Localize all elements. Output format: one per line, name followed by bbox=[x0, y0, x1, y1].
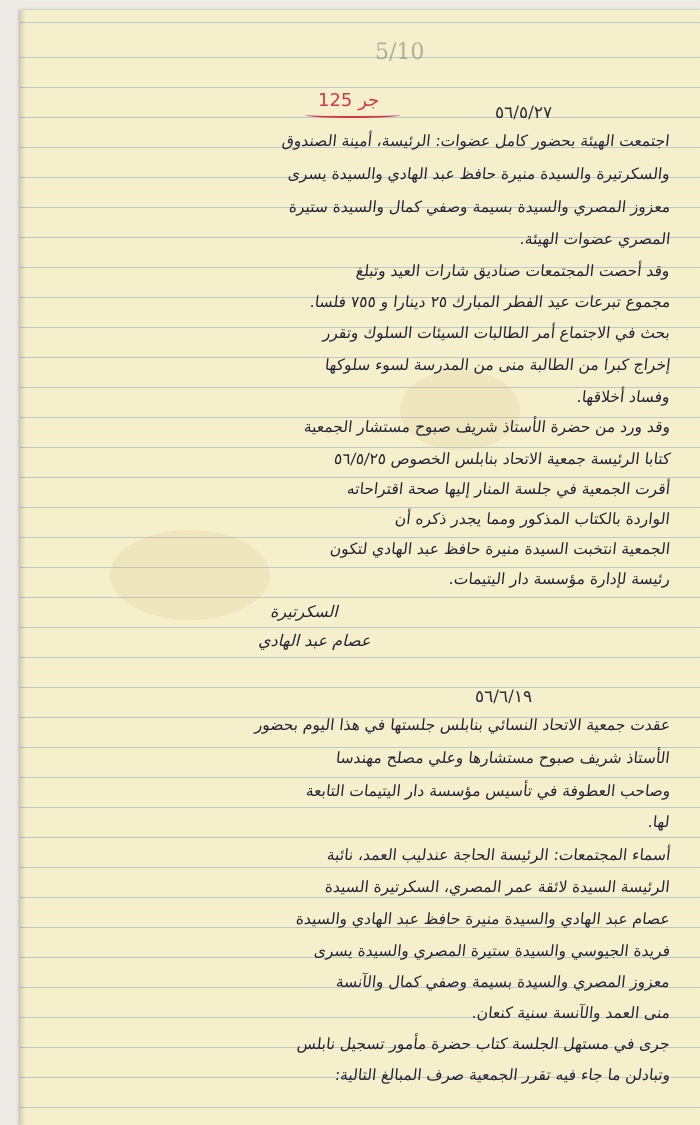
entry-1-line: وقد ورد من حضرة الأستاذ شريف صبوح مستشار الجمعية bbox=[302, 418, 671, 436]
entry-2-line: الرئيسة السيدة لائقة عمر المصري، السكرتيرة السيدة bbox=[324, 878, 671, 896]
entry-1-line: الجمعية انتخبت السيدة منيرة حافظ عبد الهادي لتكون bbox=[329, 540, 671, 558]
signature-title: السكرتيرة bbox=[270, 602, 338, 621]
entry-1-line: مجموع تبرعات عيد الفطر المبارك ٢٥ دينارا و ٧٥٥ فلسا. bbox=[308, 293, 671, 311]
red-ink-underline bbox=[305, 112, 400, 118]
entry-1-line: المصري عضوات الهيئة. bbox=[518, 230, 671, 248]
entry-1-line: وفساد أخلاقها. bbox=[576, 388, 671, 406]
entry-1-line: اجتمعت الهيئة بحضور كامل عضوات: الرئيسة، أمينة الصندوق bbox=[281, 132, 671, 150]
red-ink-annotation: جر 125 bbox=[318, 90, 380, 111]
page-margin-shadow bbox=[20, 10, 26, 1125]
signature-name: عصام عبد الهادي bbox=[258, 631, 371, 650]
notebook-page bbox=[20, 10, 700, 1125]
entry-1-line: رئيسة لإدارة مؤسسة دار اليتيمات. bbox=[448, 570, 671, 588]
entry-1-line: بحث في الاجتماع أمر الطالبات السيئات السلوك وتقرر bbox=[322, 324, 671, 342]
entry-2-date: ٥٦/٦/١٩ bbox=[475, 687, 533, 707]
entry-1-line: وقد أحصت المجتمعات صناديق شارات العيد وتبلغ bbox=[355, 262, 671, 280]
paper-stain bbox=[400, 370, 520, 450]
entry-2-line: أسماء المجتمعات: الرئيسة الحاجة عندليب العمد، نائبة bbox=[325, 846, 671, 864]
entry-2-line: عصام عبد الهادي والسيدة منيرة حافظ عبد الهادي والسيدة bbox=[295, 910, 671, 928]
entry-2-line: معزوز المصري والسيدة بسيمة وصفي كمال والآنسة bbox=[335, 973, 671, 991]
entry-2-line: وتبادلن ما جاء فيه تقرر الجمعية صرف المبالغ التالية: bbox=[333, 1066, 671, 1084]
entry-2-line: وصاحب العطوفة في تأسيس مؤسسة دار اليتيمات التابعة bbox=[304, 782, 671, 800]
entry-2-line: الأستاذ شريف صبوح مستشارها وعلي مصلح مهندسا bbox=[335, 749, 671, 767]
entry-2-line: جرى في مستهل الجلسة كتاب حضرة مأمور تسجيل نابلس bbox=[296, 1035, 671, 1053]
entry-2-line: فريدة الجيوسي والسيدة ستيرة المصري والسيدة يسرى bbox=[312, 942, 671, 960]
entry-1-date: ٥٦/٥/٢٧ bbox=[495, 103, 553, 123]
entry-1-line: الواردة بالكتاب المذكور ومما يجدر ذكره أن bbox=[394, 510, 671, 528]
entry-2-line: منى العمد والآنسة سنية كنعان. bbox=[470, 1004, 671, 1022]
pencil-page-number: 5/10 bbox=[375, 40, 425, 65]
entry-1-line: أقرت الجمعية في جلسة المنار إليها صحة اقتراحاته bbox=[345, 480, 671, 498]
paper-stain bbox=[110, 530, 270, 620]
entry-1-line: إخراج كبرا من الطالبة منى من المدرسة لسوء سلوكها bbox=[323, 356, 671, 374]
entry-1-line: معزوز المصري والسيدة بسيمة وصفي كمال والسيدة ستيرة bbox=[287, 198, 671, 216]
entry-2-line: عقدت جمعية الاتحاد النسائي بنابلس جلستها في هذا اليوم بحضور bbox=[253, 716, 671, 734]
entry-2-line: لها. bbox=[647, 813, 671, 831]
entry-1-line: كتابا الرئيسة جمعية الاتحاد بنابلس الخصوص ٥٦/٥/٢٥ bbox=[332, 450, 671, 468]
entry-1-line: والسكرتيرة والسيدة منيرة حافظ عبد الهادي والسيدة يسرى bbox=[287, 165, 671, 183]
